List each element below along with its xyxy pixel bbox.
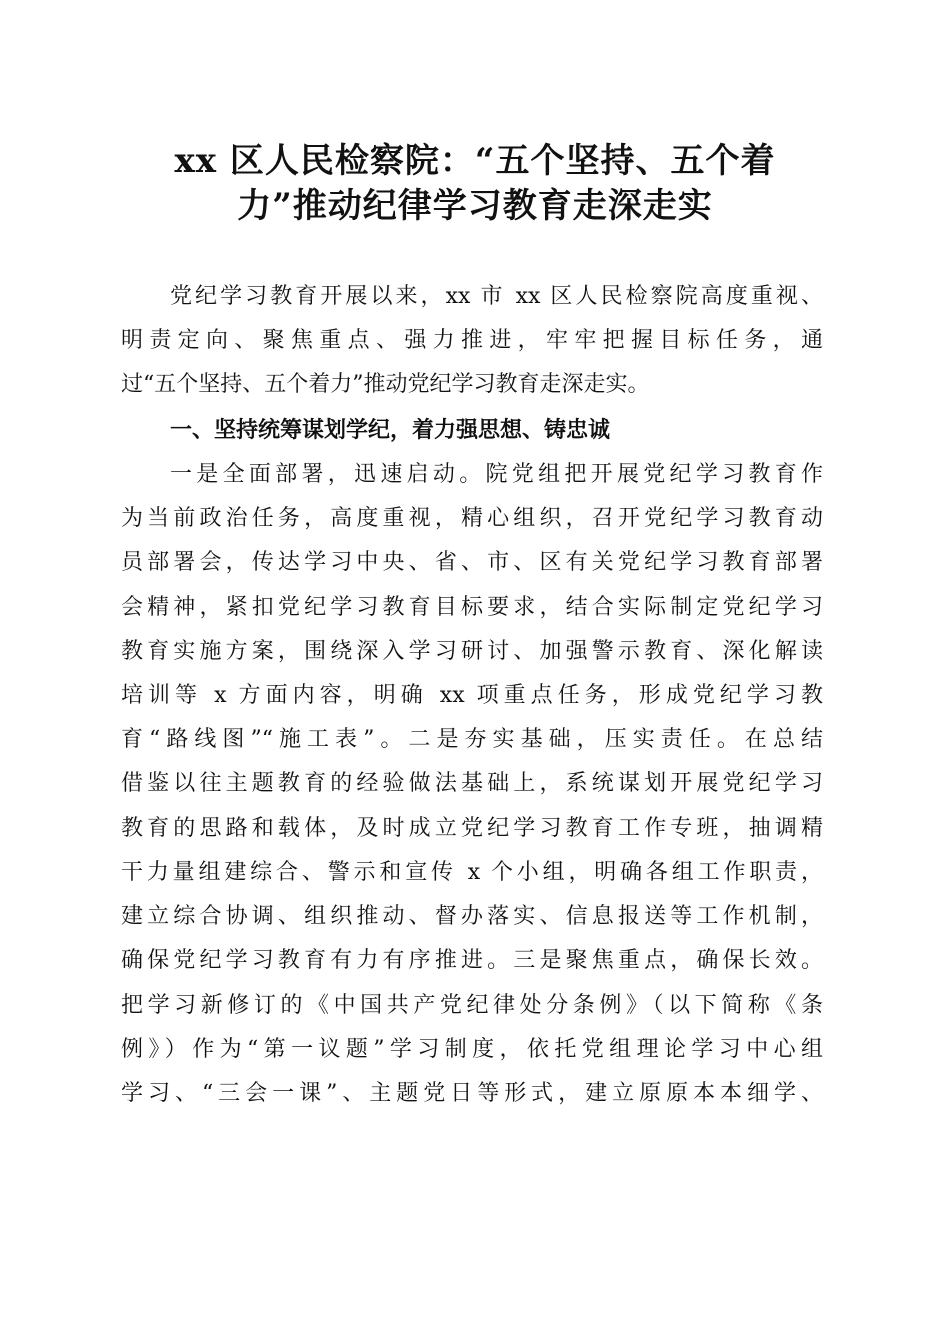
- body-line: 干力量组建综合、警示和宣传 x 个小组，明确各组工作职责，: [121, 860, 823, 885]
- body-line: 借鉴以往主题教育的经验做法基础上，系统谋划开展党纪学习: [121, 771, 823, 796]
- intro-line: 党纪学习教育开展以来，xx 市 xx 区人民检察院高度重视、: [170, 284, 823, 309]
- body-line: 教育实施方案，围绕深入学习研讨、加强警示教育、深化解读: [121, 639, 823, 664]
- body-line: 育“路线图”“施工表”。二是夯实基础，压实责任。在总结: [121, 727, 823, 752]
- body-line: 确保党纪学习教育有力有序推进。三是聚焦重点，确保长效。: [121, 948, 823, 973]
- document-title-line-2: 力”推动纪律学习教育走深走实: [237, 186, 713, 226]
- intro-line: 明责定向、聚焦重点、强力推进，牢牢把握目标任务，通: [121, 328, 823, 353]
- section-heading: 一、坚持统筹谋划学纪，着力强思想、铸忠诚: [170, 418, 611, 443]
- body-line: 把学习新修订的《中国共产党纪律处分条例》（以下简称《条: [121, 993, 823, 1018]
- body-line: 例》）作为“第一议题”学习制度，依托党组理论学习中心组: [121, 1037, 823, 1062]
- body-line: 培训等 x 方面内容，明确 xx 项重点任务，形成党纪学习教: [121, 683, 823, 708]
- body-line: 建立综合协调、组织推动、督办落实、信息报送等工作机制，: [121, 904, 823, 929]
- intro-line: 过“五个坚持、五个着力”推动党纪学习教育走深走实。: [121, 372, 650, 397]
- body-line: 员部署会，传达学习中央、省、市、区有关党纪学习教育部署: [121, 550, 823, 575]
- body-line: 学习、“三会一课”、主题党日等形式，建立原原本本细学、: [121, 1081, 823, 1106]
- document-title-line-1: xx 区人民检察院：“五个坚持、五个着: [174, 141, 776, 181]
- body-line: 一是全面部署，迅速启动。院党组把开展党纪学习教育作: [170, 462, 823, 487]
- body-line: 为当前政治任务，高度重视，精心组织，召开党纪学习教育动: [121, 506, 823, 531]
- body-line: 教育的思路和载体，及时成立党纪学习教育工作专班，抽调精: [121, 816, 823, 841]
- body-line: 会精神，紧扣党纪学习教育目标要求，结合实际制定党纪学习: [121, 595, 823, 620]
